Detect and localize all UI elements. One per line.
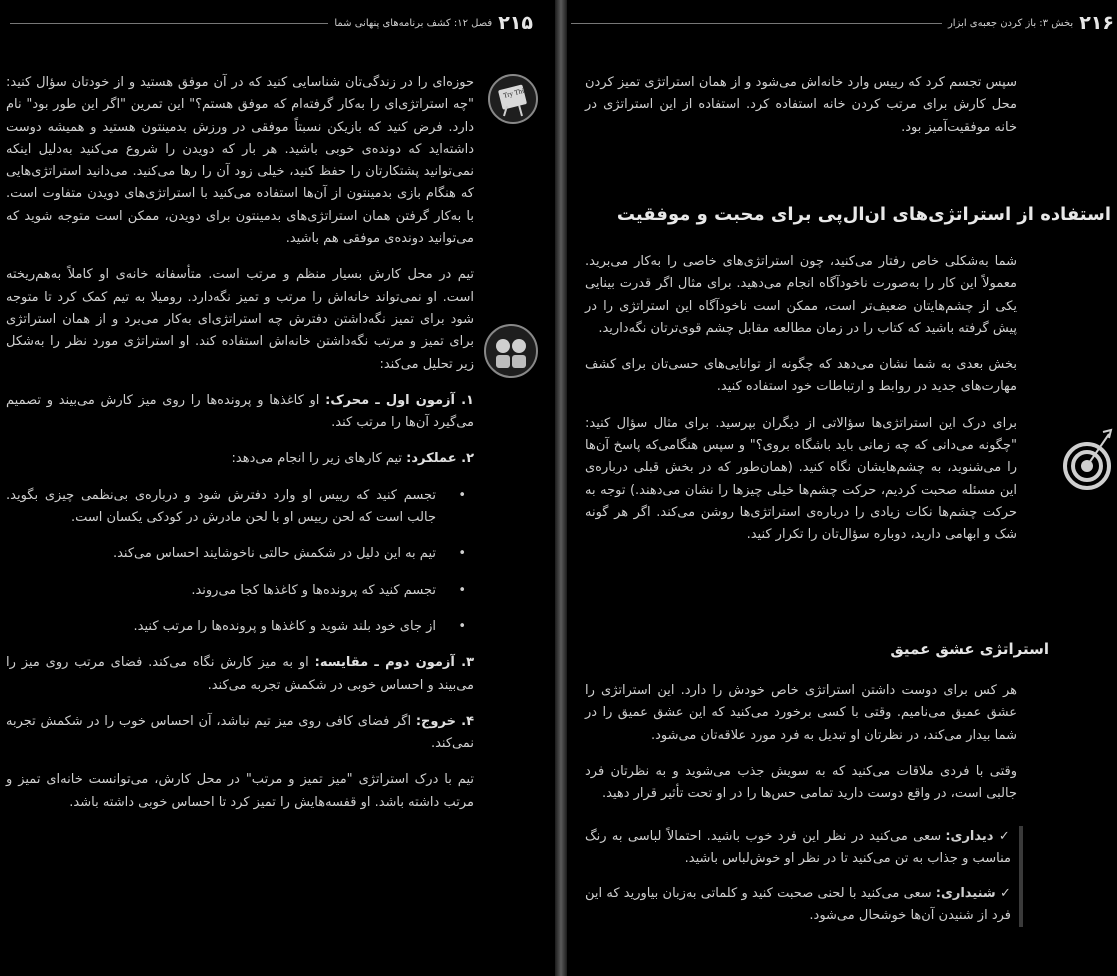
right-section-body xyxy=(585,251,1017,557)
strategy-step-2 xyxy=(6,448,474,470)
running-title-right: بخش ۳: باز کردن جعبه‌ی ابزار xyxy=(947,17,1074,29)
check-item-visual xyxy=(585,826,1011,871)
two-people-icon xyxy=(486,326,536,376)
step-2-label: ۲. عملکرد: xyxy=(406,451,474,467)
running-header-right xyxy=(571,10,1114,36)
bullet-item: • تجسم کنید که پرونده‌ها و کاغذها کجا می‌روند. xyxy=(6,580,474,602)
intro-paragraph: سپس تجسم کرد که رییس وارد خانه‌اش می‌شود و از همان استراتژی تمیز کردن محل کارش برای مرتب کردن خانه استفاده کرد. استفاده از این استراتژی در خانه موفقیت‌آمیز بود. xyxy=(585,75,1017,135)
ask-questions-paragraph: برای درک این استراتژی‌ها سؤالاتی از دیگران بپرسید. برای مثال سؤال کنید: "چگونه می‌دانی که چه زمانی باید باشگاه بروی؟" و سپس هنگامی‌که پاسخ آن‌ها را می‌شنوید، به چشم‌هایشان نگاه کنید. (همان‌طور که در بخش قبلی درباره‌ی این مسئله صحبت کردیم، حرکت چشم‌ها خیلی چیزها را نشان می‌دهند.) توجه به حرکت چشم‌ها نکات زیادی را درباره‌ی استراتژی‌ها روشن می‌کند. اگر هر گونه شک و ابهامی دارید، دوباره سؤال‌تان را تکرار کنید. xyxy=(585,415,1017,543)
step-2-text: تیم کارهای زیر را انجام می‌دهد: xyxy=(231,451,407,467)
step-3-label: ۳. آزمون دوم ـ مقایسه: xyxy=(314,655,474,671)
check-item-label: شنیداری: xyxy=(935,885,996,901)
strategy-intro-paragraph: شما به‌شکلی خاص رفتار می‌کنید، چون استراتژی‌های خاصی را به‌کار می‌برید. معمولاً این کار را به‌صورت ناخودآگاه انجام می‌دهید. برای مثال اگر قدرت بینایی یکی از چشم‌هایتان ضعیف‌تر است، ممکن است ناخودآگاه این استراتژی را در پیش گرفته باشید که کتاب را در زمان مطالعه مقابل چشم قوی‌ترتان نگه‌دارید. xyxy=(585,254,1017,336)
header-rule-left xyxy=(10,23,328,24)
strategy-step-1 xyxy=(6,390,474,435)
step-4-text: اگر فضای کافی روی میز تیم نباشد، آن احساس خوب را در شکمش تجربه نمی‌کند. xyxy=(6,713,474,752)
target-icon xyxy=(1059,428,1115,492)
try-this-icon-text: Try This xyxy=(502,86,528,100)
closing-paragraph: تیم با درک استراتژی "میز تمیز و مرتب" در محل کارش، می‌توانست خانه‌ای تمیز و مرتب داشته باشد. او قفسه‌هایش را تمیز کرد تا احساس خوبی داشته باشد. xyxy=(6,772,474,810)
senses-checklist xyxy=(585,826,1023,927)
check-item-text: سعی می‌کنید در نظر این فرد خوب باشید. احتمالاً لباسی به رنگ مناسب و جذاب به تن می‌کنید تا در نظر او خوش‌لباس باشید. xyxy=(585,829,1011,867)
step-1-label: ۱. آزمون اول ـ محرک: xyxy=(325,392,474,408)
left-body xyxy=(6,72,474,824)
step-2-bullet-list xyxy=(6,485,474,638)
running-title-left: فصل ۱۲: کشف برنامه‌های پنهانی شما xyxy=(334,17,493,29)
section-heading: استفاده از استراتژی‌های ان‌ال‌پی برای محبت و موفقیت xyxy=(616,204,1111,225)
bullet-item: • از جای خود بلند شوید و کاغذها و پرونده‌ها را مرتب کنید. xyxy=(6,616,474,638)
strategy-step-4 xyxy=(6,711,474,756)
step-3-text: او به میز کارش نگاه می‌کند. فضای مرتب روی میز را می‌بیند و احساس خوبی در شکمش تجربه می‌کند. xyxy=(6,655,474,693)
check-item-auditory xyxy=(585,883,1011,928)
bullet-item: • تیم به این دلیل در شکمش حالتی ناخوشایند احساس می‌کند. xyxy=(6,543,474,565)
try-this-note-icon xyxy=(490,76,536,122)
check-item-text: سعی می‌کنید با لحنی صحبت کنید و کلماتی به‌زبان بیاورید که این فرد از شنیدن آن‌ها خوشحال می‌شود. xyxy=(585,885,1011,923)
check-mark-icon: ✓ xyxy=(999,885,1011,901)
book-gutter xyxy=(555,0,567,976)
deep-love-paragraph-1: هر کس برای دوست داشتن استراتژی خاص خودش را دارد. این استراتژی را عشق عمیق می‌نامیم. وقتی با کسی برخورد می‌کنید که این عشق عمیق را در شما بیدار می‌کند، در نظرتان او تبدیل به فرد مورد علاقه‌تان می‌شود. xyxy=(585,683,1017,743)
deep-love-paragraph-2: وقتی با فردی ملاقات می‌کنید که به سویش جذب می‌شوید و به نظرتان فرد جالبی است، در واقع دوست دارید تمامی حس‌ها را در او تحت تأثیر قرار دهید. xyxy=(585,763,1017,802)
left-page xyxy=(0,0,555,976)
page-number-right: ۲۱۶ xyxy=(1079,12,1114,34)
example-icon xyxy=(484,324,538,378)
step-4-label: ۴. خروج: xyxy=(415,713,474,729)
right-intro xyxy=(585,72,1017,149)
check-item-label: دیداری: xyxy=(945,829,994,844)
try-this-icon xyxy=(488,74,538,124)
right-page xyxy=(567,0,1117,976)
bullet-item: • تجسم کنید که رییس او وارد دفترش شود و درباره‌ی بی‌نظمی چیزی بگوید. جالب است که لحن رییس او با لحن مادرش در کودکی یکسان است. xyxy=(6,485,474,530)
next-part-paragraph: بخش بعدی به شما نشان می‌دهد که چگونه از توانایی‌های حسی‌تان برای کشف مهارت‌های جدید در روابط و ارتباطات خود استفاده کنید. xyxy=(585,357,1017,395)
tim-example-paragraph: تیم در محل کارش بسیار منظم و مرتب است. متأسفانه خانه‌ی او کاملاً به‌هم‌ریخته است. او نمی‌تواند خانه‌اش را مرتب و تمیز نگه‌دارد. رومیلا به تیم کمک کرد تا متوجه شود برای تمیز نگه‌داشتن دفترش چه استراتژی‌ای به‌کار می‌برد و از همان استراتژی برای تمیز و مرتب نگه‌داشتن خانه‌اش استفاده کند. او استراتژی مورد نظر را به‌شکل زیر تحلیل می‌کند: xyxy=(6,267,474,372)
try-this-paragraph: حوزه‌ای را در زندگی‌تان شناسایی کنید که در آن موفق هستید و از خودتان سؤال کنید: "چه استراتژی‌ای را به‌کار گرفته‌ام که موفق هستم؟" این تمرین "اگر این طور بود" نام دارد. فرض کنید که بازیکن نسبتاً موفقی در ورزش بدمینتون هستید و همیشه دوست داشته‌اید که دونده‌ی خوبی باشید. هر بار که دویدن را شروع می‌کنید به‌دلیل اینکه نمی‌توانید پشتکارتان را حفظ کنید، خیلی زود آن را رها می‌کنید. می‌دانید استراتژی‌هایی که هنگام بازی بدمینتون از آن‌ها استفاده می‌کنید با استراتژی‌های دویدن متفاوت است. با به‌کار گرفتن همان استراتژی‌های بدمینتون برای دویدن، ممکن است متوجه شوید که می‌توانید دونده‌ی موفقی هم باشید. xyxy=(6,75,474,247)
step-1-text: او کاغذها و پرونده‌ها را روی میز کارش می‌بیند و تصمیم می‌گیرد آن‌ها را مرتب کند. xyxy=(6,392,474,431)
page-number-left: ۲۱۵ xyxy=(498,12,533,34)
header-rule-right xyxy=(571,23,942,24)
running-header-left xyxy=(10,10,533,36)
deep-love-body xyxy=(585,680,1017,815)
strategy-step-3 xyxy=(6,652,474,697)
subsection-heading: استراتژی عشق عمیق xyxy=(890,640,1049,658)
check-mark-icon: ✓ xyxy=(998,829,1011,844)
